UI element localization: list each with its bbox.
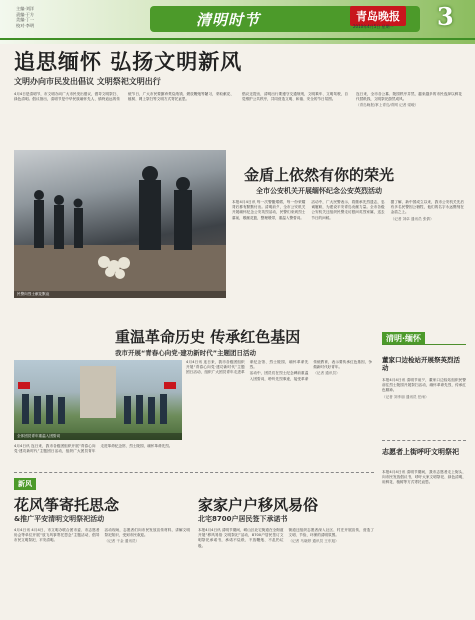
history-photo-caption: 全体团员青年重温入团誓词 bbox=[14, 433, 182, 440]
lead-headline: 追思缅怀 弘扬文明新风 bbox=[14, 50, 243, 74]
kite-byline: （记者 干金 通讯员） bbox=[104, 539, 140, 544]
sidebar-headline-1: 董家口边检站开展祭英烈活动 bbox=[382, 356, 460, 372]
masthead-rule bbox=[0, 38, 475, 40]
police-headline: 金盾上依然有你的荣光 bbox=[244, 166, 395, 184]
new-section-tag: 新风 bbox=[14, 478, 36, 490]
sidebar-byline: （记者 刘孝朋 通讯员 任雨） bbox=[382, 394, 429, 399]
page-number: 3 bbox=[437, 2, 454, 31]
history-article-continued bbox=[14, 444, 182, 466]
police-photo-figures bbox=[14, 150, 226, 298]
lead-paragraph: 4月4日是清明节，市文明办向广大市民发出倡议，倡导文明祭扫、绿色清明。倡议指出，清明节是中华民族缅怀先人、慎终追远的传统节日，广大市民要摒弃焚烧纸钱、燃放鞭炮等陋习，采取献花、植树、网上祭扫等文明方式寄托哀思。 bbox=[14, 92, 234, 102]
sidebar-rule bbox=[382, 344, 466, 345]
credit-line: 美编·丁一 bbox=[16, 17, 35, 22]
credit-line: 主编·刘洋 bbox=[16, 6, 35, 11]
kite-paragraph: 4月4日讯 4月4日，市文明办联合团市委、市志愿者协会等单位开展“放飞风筝寄托思念”主题活动，倡导市民文明祭祀、平安清明。 bbox=[14, 528, 100, 543]
lead-byline: （青岛晚报/掌上青岛/青网 记者 梁峻） bbox=[356, 103, 419, 108]
history-headline: 重温革命历史 传承红色基因 bbox=[115, 328, 301, 346]
history-article bbox=[186, 360, 372, 460]
sidebar-article-2 bbox=[382, 470, 466, 610]
custom-article bbox=[198, 528, 374, 610]
custom-paragraph: 街道还组织志愿者深入社区、村庄开展宣传，营造了文明、节俭、环保的清明氛围。 bbox=[288, 528, 374, 538]
sidebar-divider bbox=[382, 440, 466, 441]
lead-article bbox=[14, 92, 462, 138]
history-photo bbox=[14, 360, 182, 440]
kite-article bbox=[14, 528, 190, 610]
lead-paragraph: 倡议还提出，清明出行要遵守交通规则，文明乘车、文明驾驶，自觉维护公共秩序，共同营造文明、和谐、安全的节日氛围。 bbox=[242, 92, 348, 102]
police-subheadline: 全市公安机关开展缅怀纪念公安英烈活动 bbox=[256, 187, 382, 195]
sidebar-paragraph: 本报4月4日讯 清明节期间，我市志愿者走上街头，向市民发放倡议书，呼吁大家文明祭祀、绿色清明，用鲜花、植树等方式寄托哀思。 bbox=[382, 470, 466, 485]
history-byline: （记者 通讯员） bbox=[313, 371, 340, 376]
kite-headline: 花风筝寄托思念 bbox=[14, 496, 120, 514]
police-paragraph: 本报4月4日讯 每一次警徽熠熠，每一份荣耀背后都有默默付出。清明前夕，全市公安机关开展缅怀纪念公安英烈活动，民警们来到烈士墓前，敬献花篮，整理缎带，重温入警誓词。 bbox=[232, 200, 306, 220]
section-title: 清明时节 bbox=[196, 11, 261, 29]
history-subheadline: 我市开展“青春心向党·建功新时代”主题团日活动 bbox=[115, 349, 257, 357]
masthead-credits bbox=[16, 6, 34, 28]
history-paragraph: 活动中，团员们在烈士纪念碑前重温入团誓词，聆听先烈事迹，接受革命传统教育，表示要传承红色基因，争做新时代好青年。 bbox=[249, 360, 372, 381]
police-paragraph: 活动中，广大民警表示，将继承先烈遗志，忠诚履职，为建设平安青岛贡献力量。全市各级公安机关还组织民警走访慰问英烈家属，送去节日的问候。 bbox=[311, 200, 385, 220]
credit-line: 责编·于方 bbox=[16, 11, 35, 17]
sidebar-tag: 清明·缅怀 bbox=[382, 332, 425, 345]
lead-subheadline: 文明办向市民发出倡议 文明祭祀文明出行 bbox=[14, 77, 161, 86]
custom-headline: 家家户户移风易俗 bbox=[198, 496, 319, 514]
credit-line: 校对·李明 bbox=[16, 22, 35, 28]
lead-paragraph: 连日来，全市各公墓、陵园秩序井然，越来越多的市民选择以鲜花代替纸钱，文明祭祀蔚然成风。 bbox=[356, 92, 462, 102]
custom-subheadline: 北宅8700户居民签下承诺书 bbox=[198, 515, 288, 523]
section-divider bbox=[14, 472, 374, 473]
police-paragraph: 据了解，新中国成立以来，我市公安机关先后有多名民警因公牺牲，他们的名字永远镌刻在金盾之上。 bbox=[390, 200, 464, 215]
police-byline: （记者 刘卓 通讯员 张倩） bbox=[390, 216, 434, 221]
kite-paragraph: 活动现场，志愿者们向市民发放宣传材料，讲解文明祭祀知识，受到市民欢迎。 bbox=[104, 528, 190, 538]
custom-paragraph: 本报4月4日讯 清明节期间，崂山区北宅街道在全街道开展“移风易俗 文明祭祀”活动，8700户居民签订文明祭祀承诺书，承诺不烧纸、不放鞭炮、不乱扔垃圾。 bbox=[198, 528, 284, 548]
kite-subheadline: &推广平安清明文明祭祀活动 bbox=[14, 515, 105, 523]
police-article bbox=[232, 200, 464, 300]
sidebar-headline-2: 志愿者上街呼吁文明祭祀 bbox=[382, 448, 459, 456]
newspaper-logo: 青岛晚报 bbox=[350, 6, 406, 26]
sidebar-article-1 bbox=[382, 378, 466, 436]
history-paragraph: 4月4日讯 连日来，我市各级团组织开展“青春心向党·建功新时代”主题团日活动，组织广大团员青年走进革命纪念馆、烈士陵园，缅怀革命先烈。 bbox=[186, 360, 309, 375]
custom-byline: （记者 马晓婷 通讯员 王东旭） bbox=[288, 539, 339, 544]
police-photo-caption: 民警向烈士献花默哀 bbox=[14, 291, 226, 298]
police-photo bbox=[14, 150, 226, 298]
history-paragraph: 4月4日讯 连日来，我市各级团组织开展“青春心向党·建功新时代”主题团日活动，组织广大团员青年走进革命纪念馆、烈士陵园，缅怀革命先烈。 bbox=[14, 444, 173, 454]
issue-date: 2010年4月5日 星期一 bbox=[353, 24, 394, 29]
sidebar-paragraph: 本报4月4日讯 清明节前夕，董家口边检站组织民警前往烈士陵园开展祭扫活动，缅怀革命先烈，传承红色精神。 bbox=[382, 378, 466, 393]
history-photo-figures bbox=[14, 360, 182, 440]
